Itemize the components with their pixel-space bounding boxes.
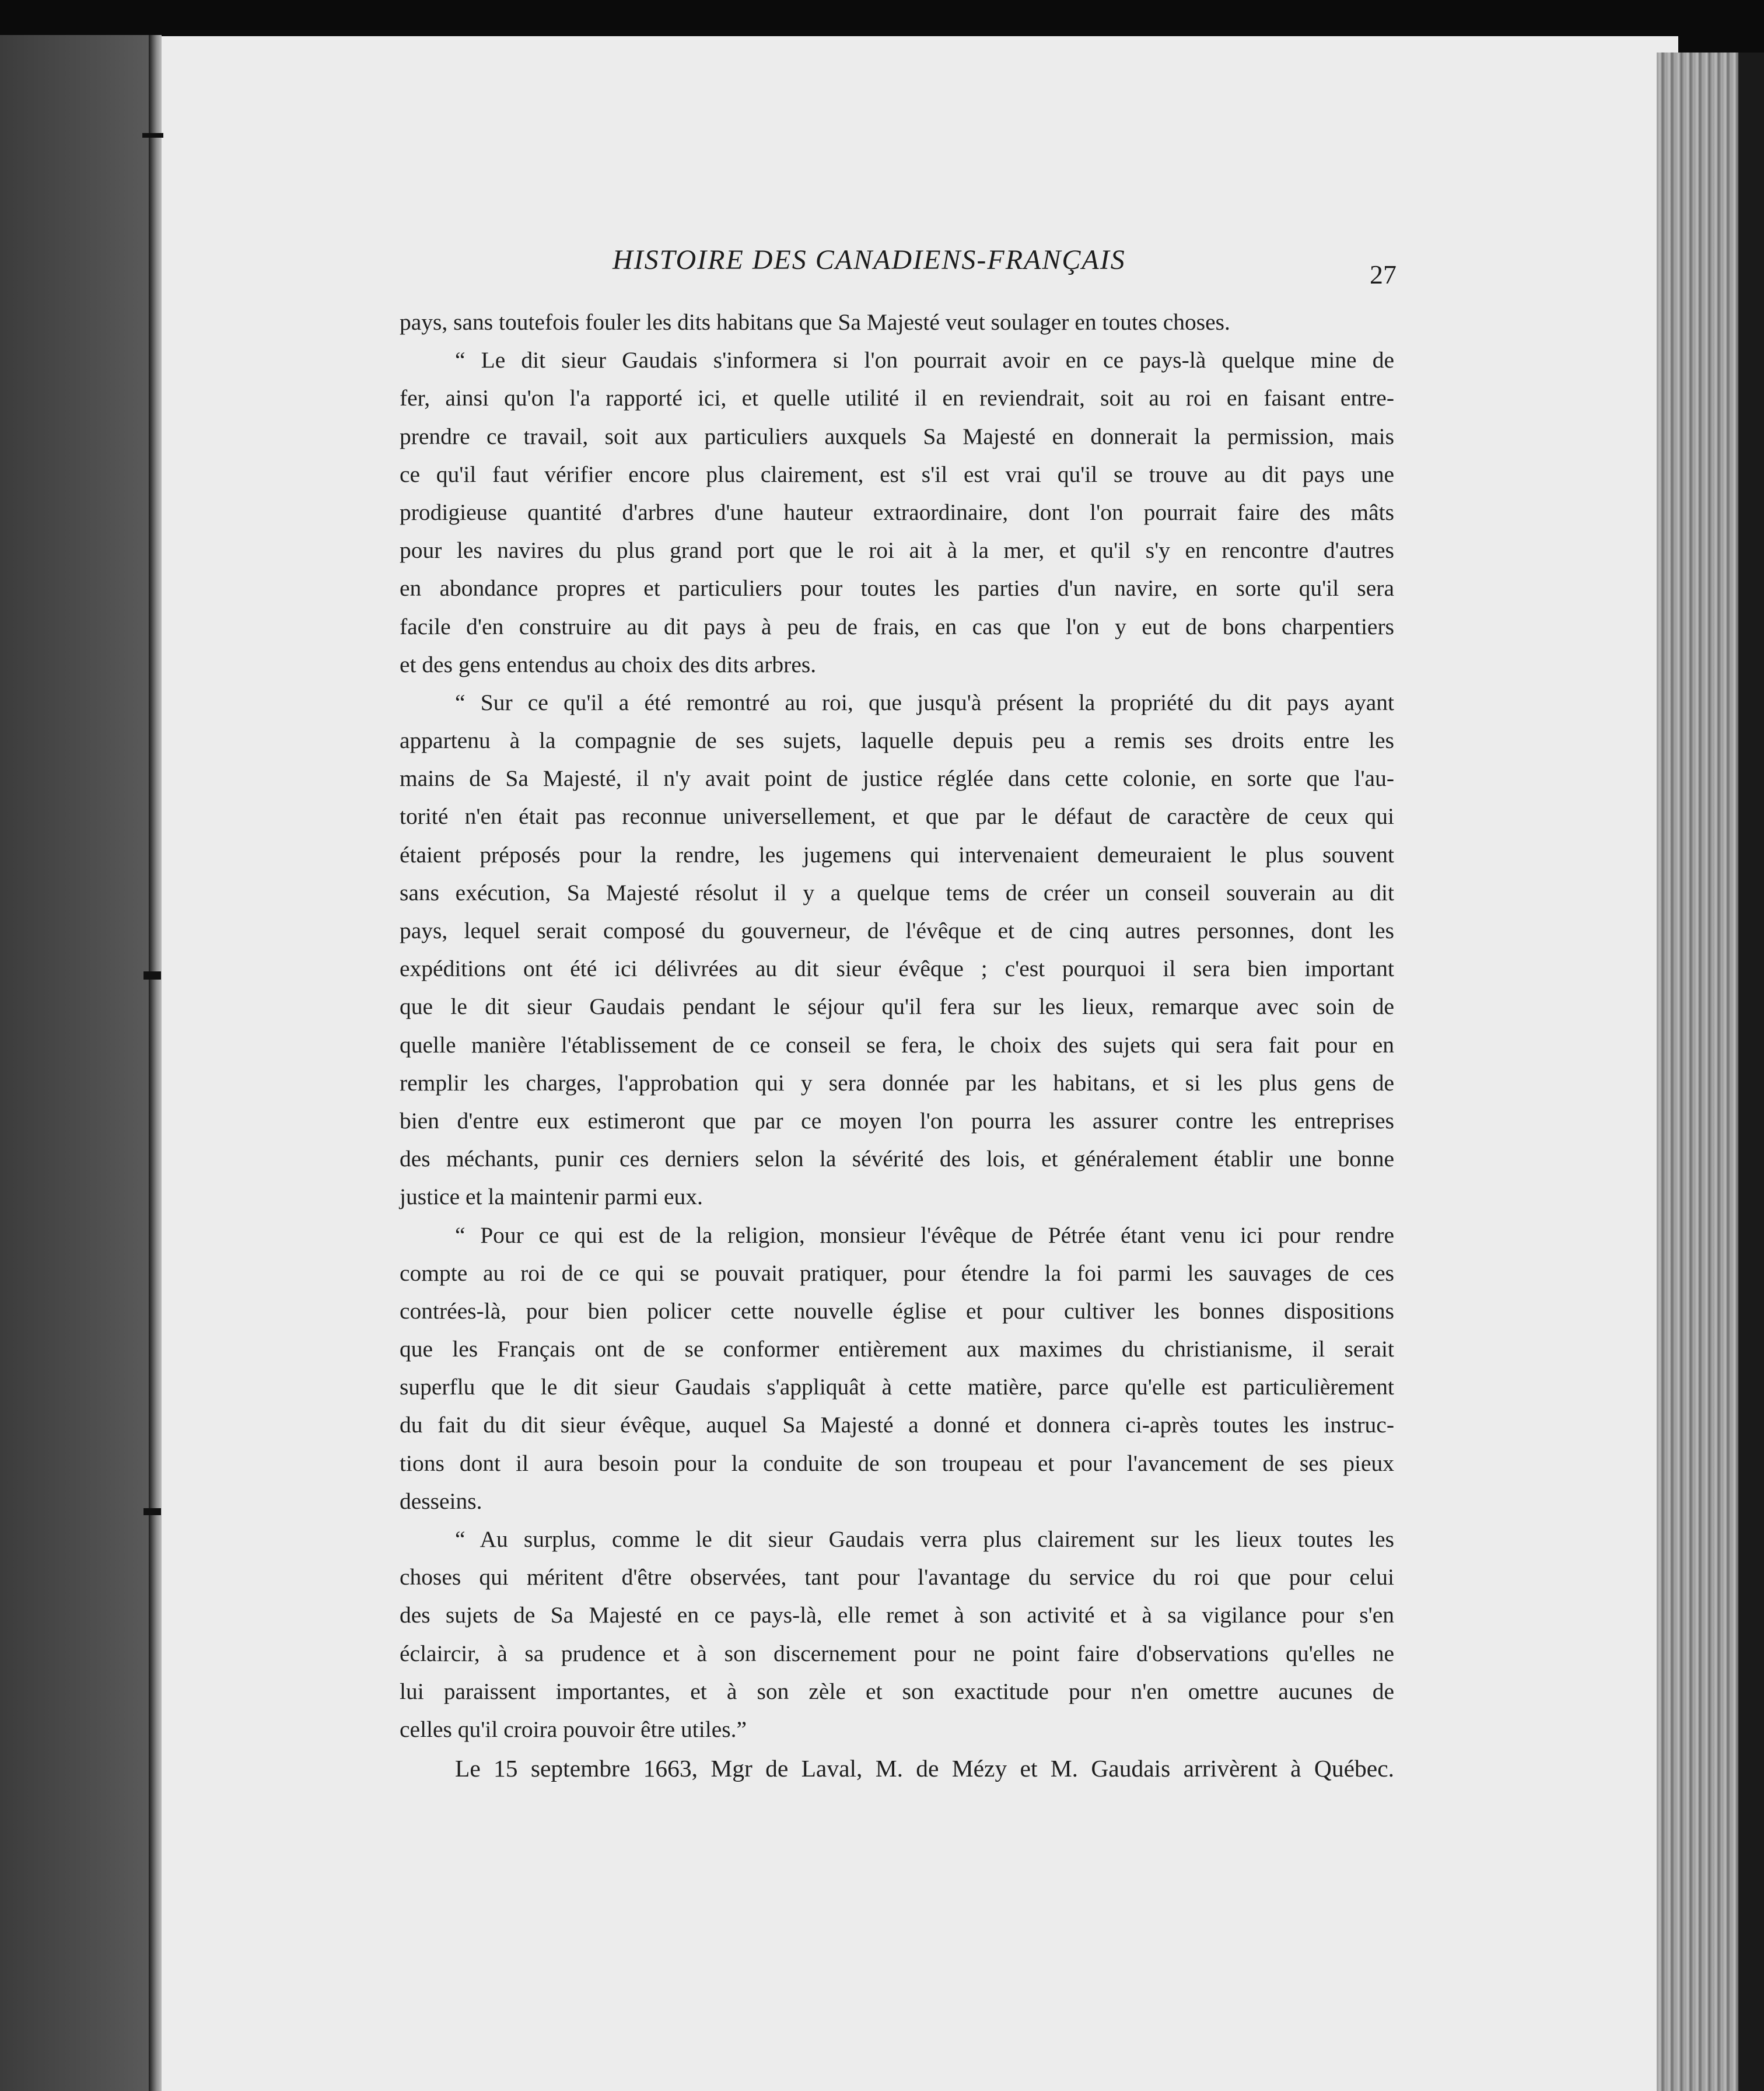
text-line: contrées-là, pour bien policer cette nouvelle église et pour cultiver les bonnes dispositions <box>400 1298 1394 1324</box>
body-text <box>400 303 1394 1788</box>
scan-background-edge <box>1738 53 1764 2091</box>
text-line: torité n'en était pas reconnue universellement, et que par le défaut de caractère de ceux qui <box>400 803 1394 830</box>
paragraph <box>400 1216 1394 1521</box>
text-line: ce qu'il faut vérifier encore plus clairement, est s'il est vrai qu'il se trouve au dit pays une <box>400 461 1394 487</box>
text-line: des méchants, punir ces derniers selon la sévérité des lois, et généralement établir une bonne <box>400 1146 1394 1172</box>
text-line: compte au roi de ce qui se pouvait pratiquer, pour étendre la foi parmi les sauvages de ces <box>400 1260 1394 1286</box>
text-line: justice et la maintenir parmi eux. <box>400 1184 703 1210</box>
text-line: “ Sur ce qu'il a été remontré au roi, que jusqu'à présent la propriété du dit pays ayant <box>455 689 1394 715</box>
text-line: “ Au surplus, comme le dit sieur Gaudais verra plus clairement sur les lieux toutes les <box>455 1526 1394 1552</box>
paragraph <box>400 684 1394 1216</box>
text-line: fer, ainsi qu'on l'a rapporté ici, et quelle utilité il en reviendrait, soit au roi en faisant entre- <box>400 385 1394 411</box>
text-line: pays, sans toutefois fouler les dits habitans que Sa Majesté veut soulager en toutes choses. <box>400 309 1230 335</box>
paragraph <box>400 1520 1394 1749</box>
text-line: tions dont il aura besoin pour la conduite de son troupeau et pour l'avancement de ses pieux <box>400 1450 1394 1476</box>
text-line: en abondance propres et particuliers pour toutes les parties d'un navire, en sorte qu'il sera <box>400 575 1394 602</box>
text-line: expéditions ont été ici délivrées au dit sieur évêque ; c'est pourquoi il sera bien important <box>400 956 1394 982</box>
margin-mark <box>142 133 163 138</box>
text-line: celles qu'il croira pouvoir être utiles.” <box>400 1716 747 1742</box>
text-line: appartenu à la compagnie de ses sujets, laquelle depuis peu a remis ses droits entre les <box>400 728 1394 754</box>
book-gutter <box>149 35 162 2091</box>
text-line: remplir les charges, l'approbation qui y sera donnée par les habitans, et si les plus gens de <box>400 1069 1394 1096</box>
margin-mark <box>144 1508 161 1515</box>
text-line: bien d'entre eux estimeront que par ce moyen l'on pourra les assurer contre les entreprises <box>400 1107 1394 1134</box>
text-line: du fait du dit sieur évêque, auquel Sa Majesté a donné et donnera ci-après toutes les instruc- <box>400 1412 1394 1438</box>
text-line: sans exécution, Sa Majesté résolut il y a quelque tems de créer un conseil souverain au dit <box>400 879 1394 905</box>
text-line: pour les navires du plus grand port que le roi ait à la mer, et qu'il s'y en rencontre d'autres <box>400 537 1394 564</box>
text-line: pays, lequel serait composé du gouverneur, de l'évêque et de cinq autres personnes, dont les <box>400 918 1394 943</box>
left-facing-page <box>0 35 149 2091</box>
text-line: étaient préposés pour la rendre, les jugemens qui intervenaient demeuraient le plus souvent <box>400 841 1394 868</box>
paragraph <box>400 1750 1394 1788</box>
text-line: lui paraissent importantes, et à son zèle et son exactitude pour n'en omettre aucunes de <box>400 1678 1394 1704</box>
paragraph <box>400 341 1394 684</box>
page-number: 27 <box>1370 260 1396 289</box>
text-line: prendre ce travail, soit aux particuliers auxquels Sa Majesté en donnerait la permission, mais <box>400 423 1394 449</box>
text-line: “ Pour ce qui est de la religion, monsieur l'évêque de Pétrée étant venu ici pour rendre <box>455 1222 1394 1248</box>
running-head: HISTOIRE DES CANADIENS-FRANÇAIS <box>612 244 1126 275</box>
text-line: desseins. <box>400 1488 482 1514</box>
text-line: des sujets de Sa Majesté en ce pays-là, elle remet à son activité et à sa vigilance pour s'en <box>400 1602 1394 1628</box>
text-line: facile d'en construire au dit pays à peu de frais, en cas que l'on y eut de bons charpentiers <box>400 613 1394 639</box>
text-line: Le 15 septembre 1663, Mgr de Laval, M. de Mézy et M. Gaudais arrivèrent à Québec. <box>455 1755 1394 1782</box>
text-line: “ Le dit sieur Gaudais s'informera si l'on pourrait avoir en ce pays-là quelque mine de <box>455 347 1394 373</box>
text-line: choses qui méritent d'être observées, tant pour l'avantage du service du roi que pour celui <box>400 1564 1394 1590</box>
paragraph <box>400 303 1394 341</box>
text-line: mains de Sa Majesté, il n'y avait point de justice réglée dans cette colonie, en sorte que l'au- <box>400 765 1394 792</box>
margin-mark <box>144 971 161 980</box>
text-line: éclaircir, à sa prudence et à son discernement pour ne point faire d'observations qu'elles ne <box>400 1640 1394 1666</box>
text-line: que les Français ont de se conformer entièrement aux maximes du christianisme, il serait <box>400 1336 1394 1362</box>
text-line: superflu que le dit sieur Gaudais s'appliquât à cette matière, parce qu'elle est particulièrement <box>400 1374 1394 1400</box>
text-line: quelle manière l'établissement de ce conseil se fera, le choix des sujets qui sera fait pour en <box>400 1031 1394 1058</box>
text-line: que le dit sieur Gaudais pendant le séjour qu'il fera sur les lieux, remarque avec soin de <box>400 994 1394 1020</box>
text-line: prodigieuse quantité d'arbres d'une hauteur extraordinaire, dont l'on pourrait faire des mâts <box>400 499 1394 525</box>
text-line: et des gens entendus au choix des dits arbres. <box>400 651 817 677</box>
